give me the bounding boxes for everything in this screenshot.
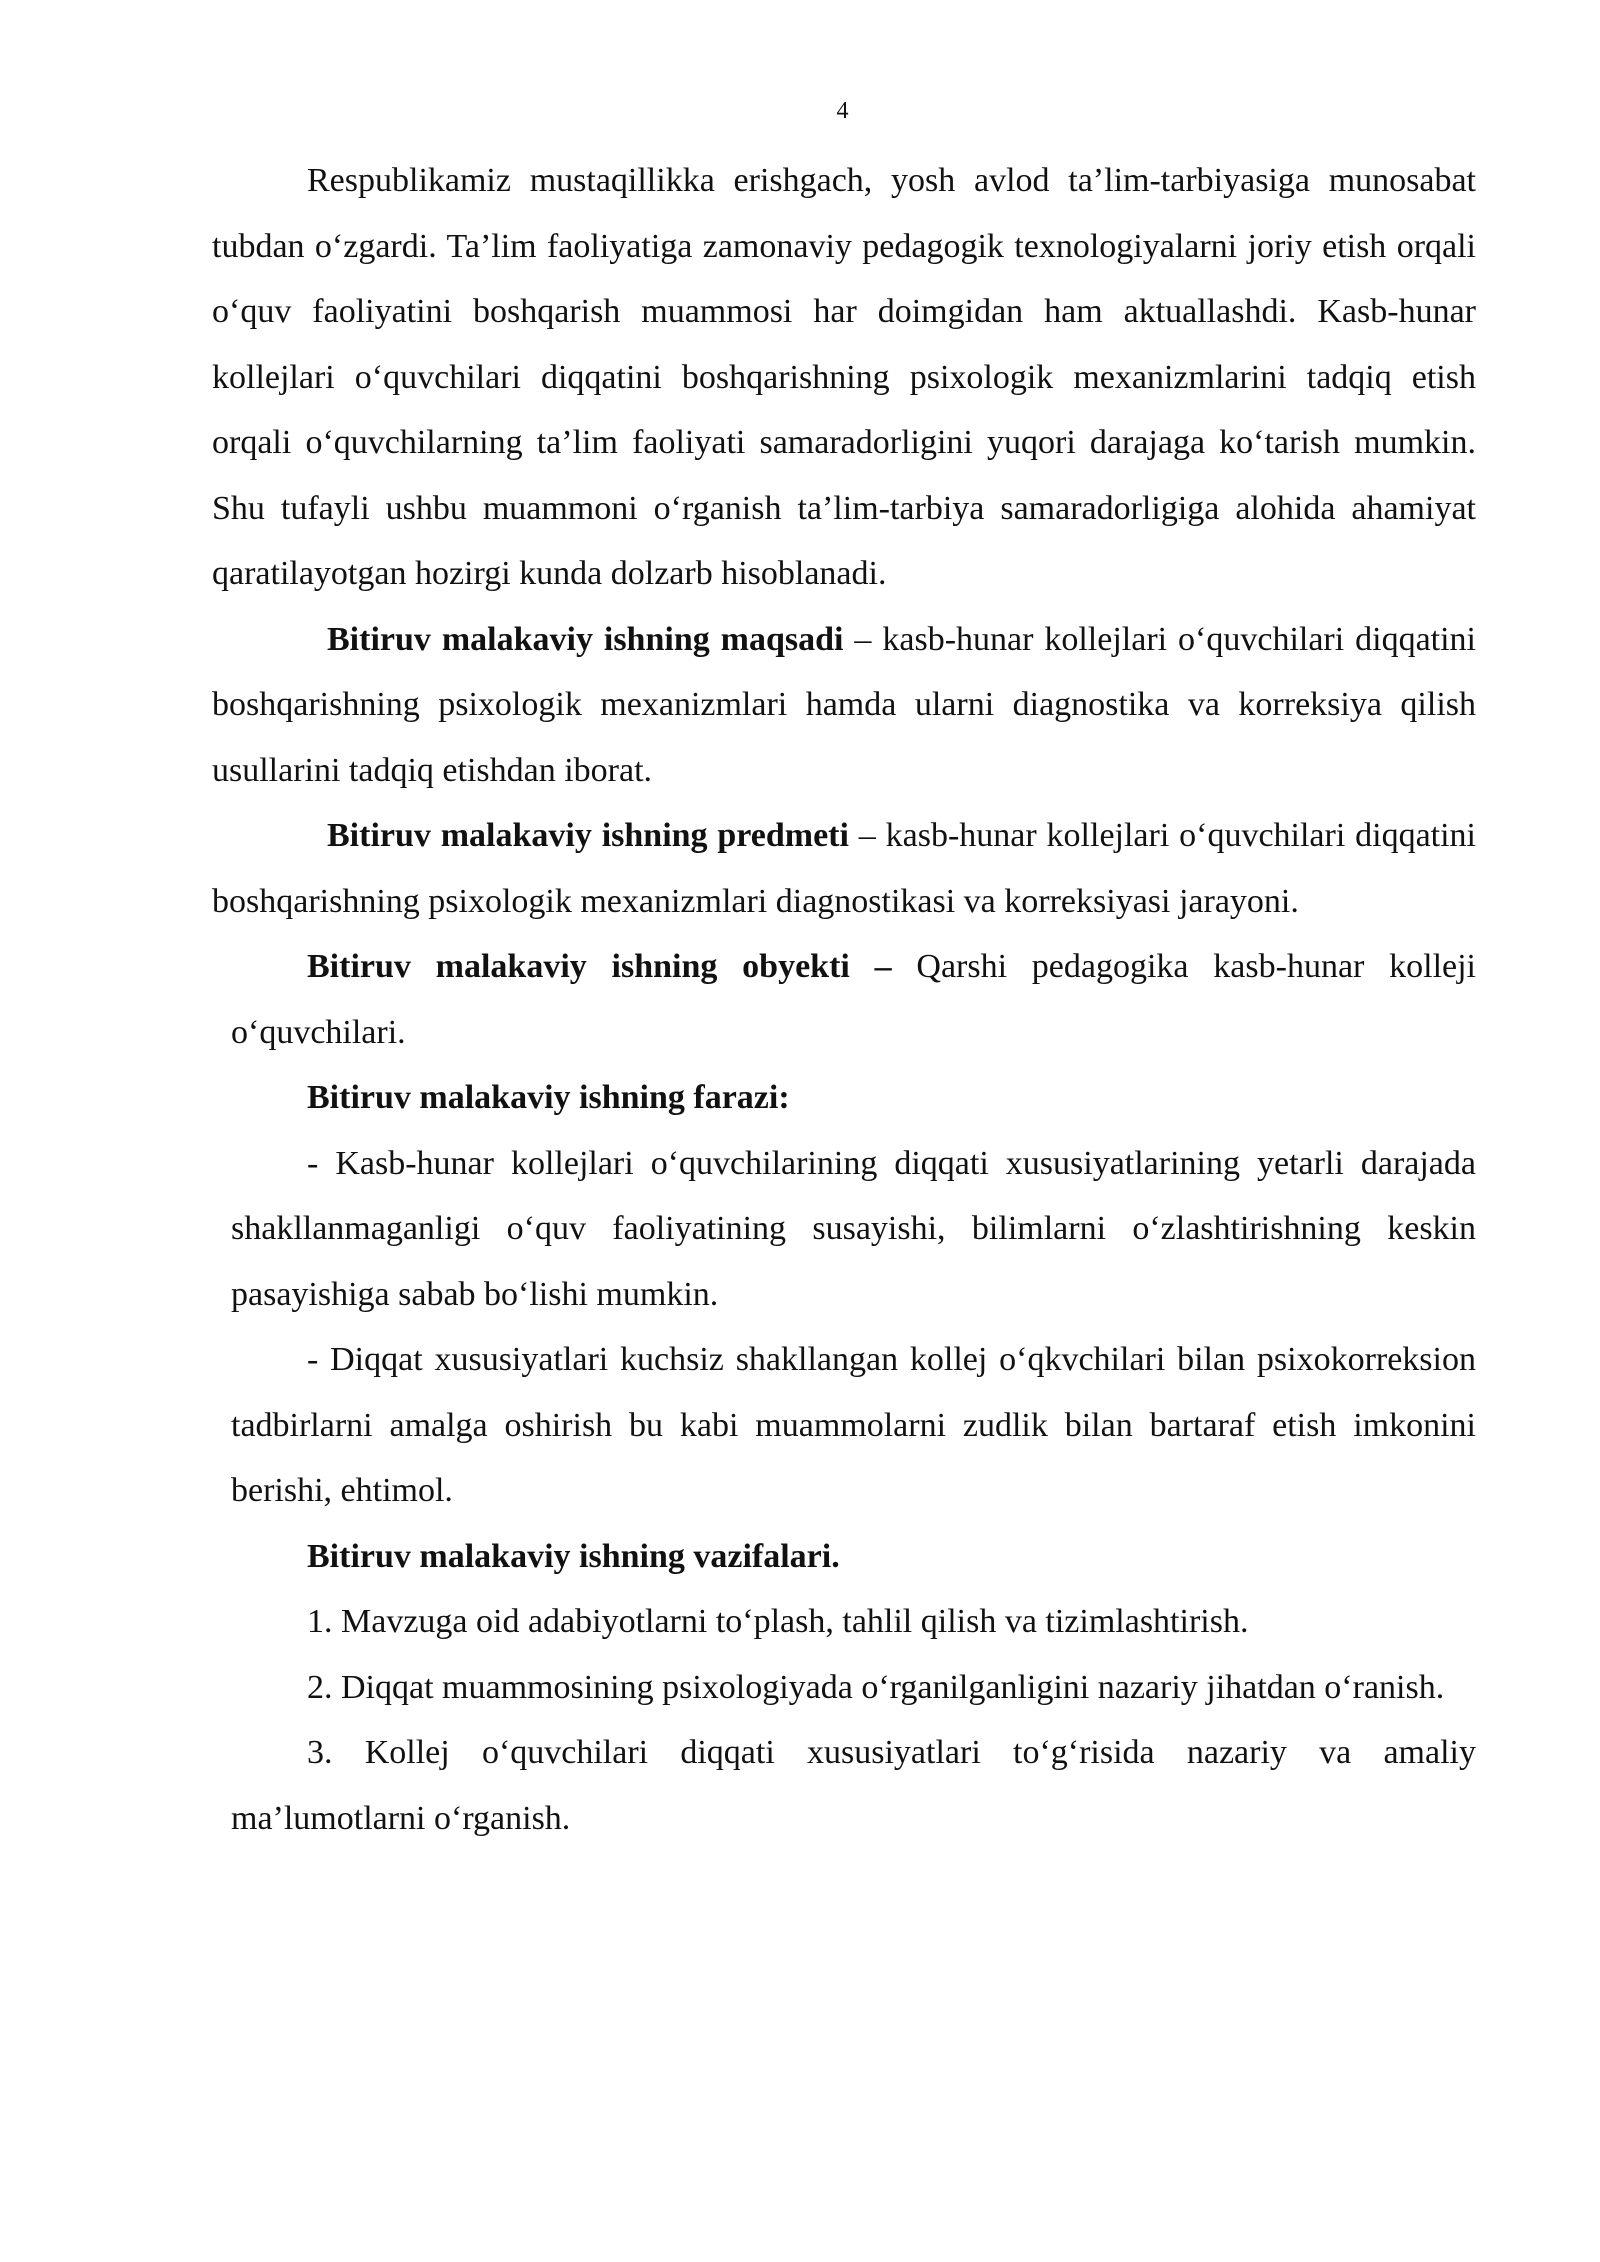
paragraph-intro: Respublikamiz mustaqillikka erishgach, yosh avlod ta’lim-tarbiyasiga munosabat tubdan o‘zgardi. Ta’lim faoliyatiga zamonaviy pedagogik texnologiyalarni joriy etish orqali o‘quv faoliyatini boshqarish muammosi har doimgidan ham aktuallashdi. Kasb-hunar kollejlari o‘quvchilari diqqatini boshqarishning psixologik mexanizmlarini tadqiq etish orqali o‘quvchilarning ta’lim faoliyati samaradorligini yuqori darajaga ko‘tarish mumkin. Shu tufayli ushbu muammoni o‘rganish ta’lim-tarbiya samaradorligiga alohida ahamiyat qaratilayotgan hozirgi kunda dolzarb hisoblanadi. bbox=[212, 162, 1476, 592]
paragraph-goal bbox=[212, 607, 1476, 804]
subject-text-line2: boshqarishning psixologik mexanizmlari diagnostikasi va korreksiyasi jarayoni. bbox=[212, 882, 1299, 920]
goal-label: Bitiruv malakaviy ishning maqsadi bbox=[327, 620, 844, 658]
tasks-heading bbox=[212, 1524, 1476, 1590]
hypothesis-label: Bitiruv malakaviy ishning farazi: bbox=[307, 1079, 790, 1116]
object-label: Bitiruv malakaviy ishning obyekti – bbox=[307, 948, 892, 985]
task-item-1: 1. Mavzuga oid adabiyotlarni to‘plash, tahlil qilish va tizimlashtirish. bbox=[307, 1603, 1249, 1640]
hypothesis-item-1-line2: bilimlarni o‘zlashtirishning keskin pasayishiga sabab bo‘lishi mumkin. bbox=[231, 1210, 1476, 1313]
paragraph-object bbox=[212, 934, 1476, 1065]
document-body bbox=[212, 148, 1476, 1851]
hypothesis-item-2: - Diqqat xususiyatlari kuchsiz shakllangan kollej o‘qkvchilari bilan psixokorreksion tadbirlarni amalga oshirish bu kabi muammolarni zudlik bilan bartaraf etish imkonini berishi, ehtimol. bbox=[231, 1341, 1476, 1509]
hypothesis-item-1 bbox=[212, 1131, 1476, 1328]
object-text: Qarshi pedagogika kasb-hunar kolleji o‘quvchilari. bbox=[231, 948, 1476, 1051]
task-item-3: 3. Kollej o‘quvchilari diqqati xususiyatlari to‘g‘risida nazariy va amaliy ma’lumotlarni o‘rganish. bbox=[231, 1734, 1476, 1837]
hypothesis-item-1-line1: - Kasb-hunar kollejlari o‘quvchilarining diqqati xususiyatlarining yetarli darajada shakllanmaganligi o‘quv faoliyatining susayishi, bbox=[231, 1144, 1476, 1247]
goal-text-line2: boshqarishning psixologik mexanizmlari hamda ularni diagnostika va korreksiya qilish usullarini tadqiq etishdan iborat. bbox=[212, 686, 1476, 789]
subject-label: Bitiruv malakaviy ishning predmeti bbox=[327, 817, 849, 854]
tasks-label: Bitiruv malakaviy ishning vazifalari. bbox=[307, 1537, 840, 1575]
subject-text-line1: – kasb-hunar kollejlari o‘quvchilari diqqatini bbox=[848, 817, 1477, 854]
task-item-2: 2. Diqqat muammosining psixologiyada o‘rganilganligini nazariy jihatdan o‘ranish. bbox=[307, 1668, 1445, 1706]
page-number: 4 bbox=[836, 98, 849, 124]
hypothesis-heading bbox=[212, 1065, 1476, 1131]
paragraph-subject bbox=[212, 803, 1476, 934]
goal-text-line1: – kasb-hunar kollejlari o‘quvchilari diqqatini bbox=[843, 620, 1477, 658]
